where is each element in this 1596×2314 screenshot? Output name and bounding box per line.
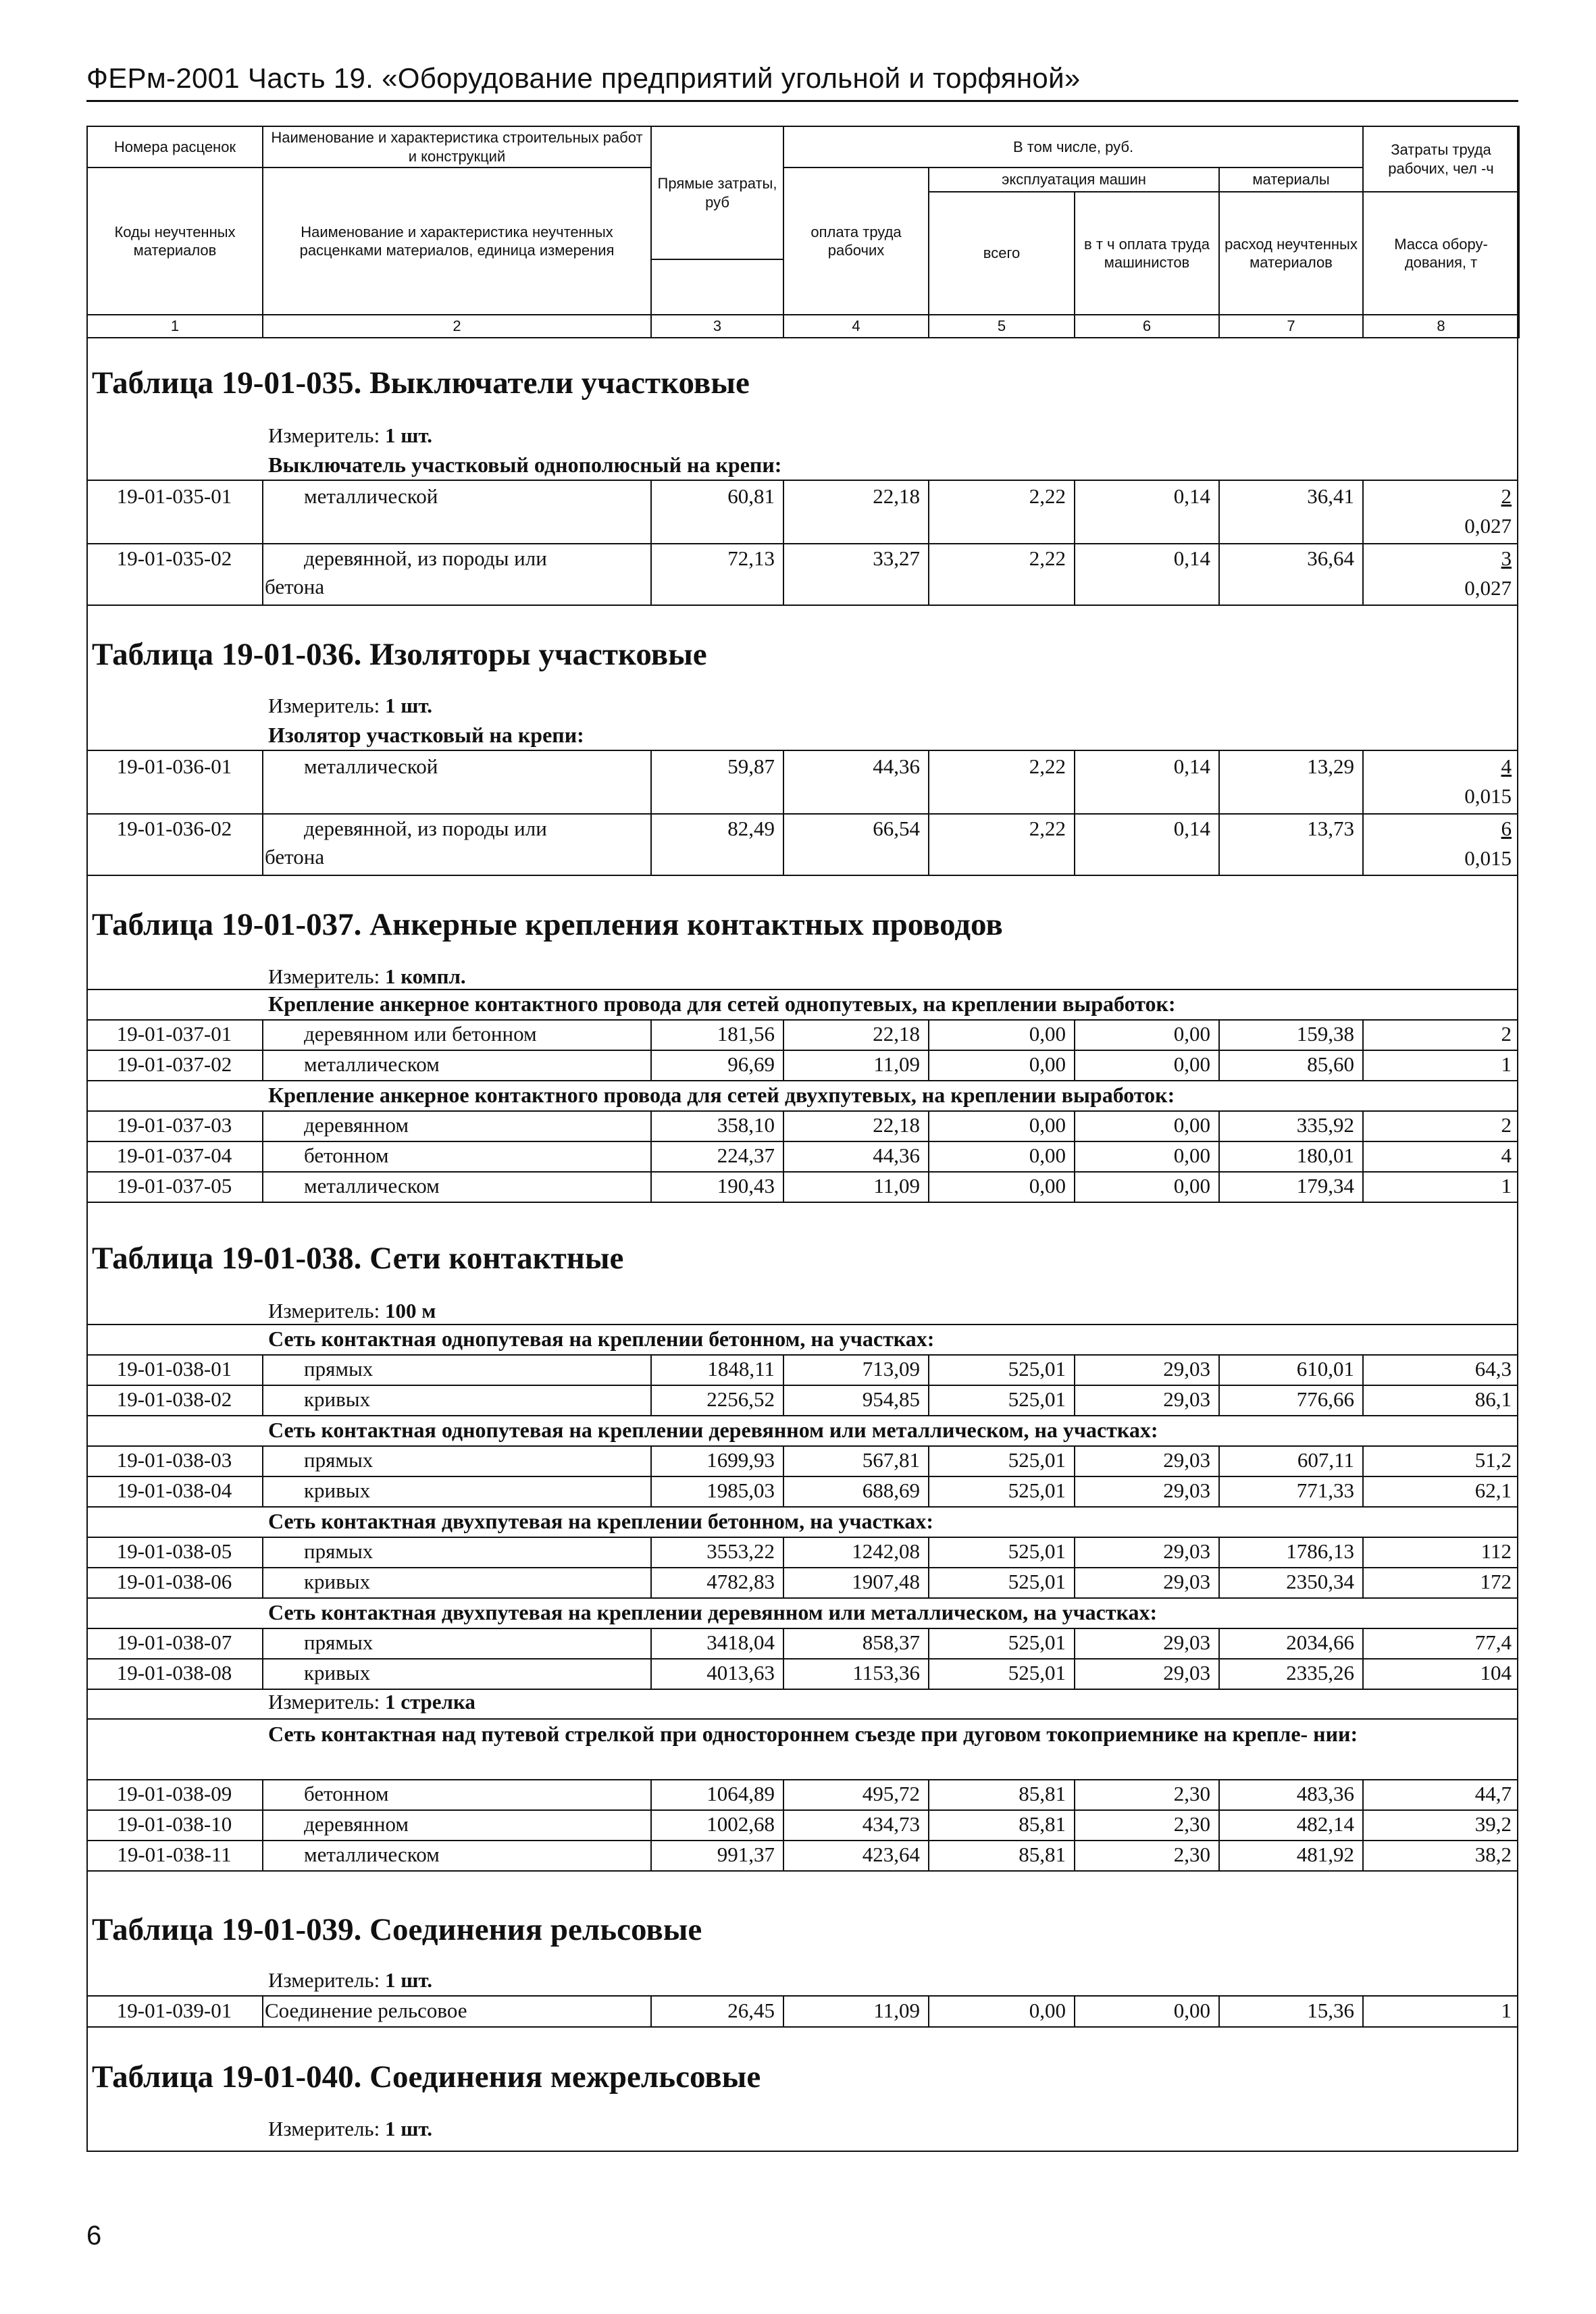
row-name: металлическом [304, 1174, 440, 1198]
row-machinist-pay: 29,03 [1163, 1630, 1210, 1654]
row-name: металлическом [304, 1052, 440, 1076]
row-machinist-pay: 29,03 [1163, 1539, 1210, 1563]
col-num-7: 7 [1219, 315, 1363, 338]
row-direct: 26,45 [727, 1999, 775, 2022]
row-machines-total: 0,00 [1029, 1999, 1066, 2022]
col-total: всего [929, 192, 1075, 315]
row-labor-hours: 64,3 [1474, 1357, 1512, 1381]
row-labor-hours: 4 [1501, 1143, 1512, 1167]
row-machinist-pay: 0,14 [1173, 817, 1210, 840]
row-mass: 0,027 [1464, 514, 1512, 538]
row-code: 19-01-038-11 [117, 1843, 232, 1866]
row-direct: 1064,89 [706, 1782, 775, 1805]
row-code: 19-01-038-07 [116, 1630, 232, 1654]
row-labor-pay: 11,09 [873, 1999, 920, 2022]
row-machines-total: 0,00 [1029, 1113, 1066, 1137]
table-title-037: Таблица 19-01-037. Анкерные крепления контактных проводов [92, 907, 1003, 942]
row-name: прямых [304, 1357, 374, 1381]
header-rule [86, 100, 1518, 102]
row-materials: 2350,34 [1286, 1570, 1354, 1593]
row-materials: 482,14 [1296, 1812, 1354, 1836]
row-materials: 159,38 [1296, 1022, 1354, 1046]
row-direct: 2256,52 [706, 1387, 775, 1411]
row-machinist-pay: 29,03 [1163, 1661, 1210, 1685]
col-machines: эксплуатация машин [929, 168, 1219, 192]
row-direct: 3418,04 [706, 1630, 775, 1654]
running-header: ФЕРм-2001 Часть 19. «Оборудование предприятий угольной и торфяной» [86, 62, 1081, 94]
col-num-2: 2 [263, 315, 651, 338]
row-labor-pay: 1242,08 [852, 1539, 920, 1563]
row-code: 19-01-038-04 [116, 1479, 232, 1502]
col-code-bottom: Коды неучтенных материалов [87, 168, 263, 315]
row-direct: 72,13 [727, 546, 775, 570]
row-labor-pay: 495,72 [862, 1782, 920, 1805]
row-labor-hours: 2 [1501, 1113, 1512, 1137]
row-code: 19-01-038-05 [116, 1539, 232, 1563]
col-direct: Прямые затраты, руб [651, 126, 783, 259]
row-labor-hours: 44,7 [1474, 1782, 1512, 1805]
row-labor-hours: 51,2 [1474, 1448, 1512, 1472]
row-labor-pay: 33,27 [873, 546, 920, 570]
row-materials: 481,92 [1296, 1843, 1354, 1866]
col-direct-spacer [651, 259, 783, 315]
row-machines-total: 525,01 [1008, 1661, 1066, 1685]
row-code: 19-01-038-02 [116, 1387, 232, 1411]
col-code-top: Номера расценок [87, 126, 263, 168]
row-labor-hours: 39,2 [1474, 1812, 1512, 1836]
col-name-bottom: Наименование и характеристика неучтенных расценками материалов, единица измерения [263, 168, 651, 315]
row-name: прямых [304, 1448, 374, 1472]
table-title-035: Таблица 19-01-035. Выключатели участковые [92, 365, 750, 401]
group-038-4: Сеть контактная двухпутевая на креплении деревянном или металлическом, на участках: [268, 1600, 1158, 1624]
row-materials: 335,92 [1296, 1113, 1354, 1137]
row-machines-total: 525,01 [1008, 1539, 1066, 1563]
col-labor: Затраты труда рабочих, чел -ч [1363, 126, 1519, 192]
row-direct: 4013,63 [706, 1661, 775, 1685]
row-labor-pay: 567,81 [862, 1448, 920, 1472]
row-materials: 179,34 [1296, 1174, 1354, 1198]
row-direct: 181,56 [717, 1022, 775, 1046]
row-direct: 1848,11 [707, 1357, 775, 1381]
measure-039: Измеритель: 1 шт. [268, 1968, 433, 1992]
table-title-036: Таблица 19-01-036. Изоляторы участковые [92, 637, 707, 672]
page-number: 6 [86, 2221, 102, 2251]
row-labor-pay: 22,18 [873, 1022, 920, 1046]
row-code: 19-01-038-08 [116, 1661, 232, 1685]
row-labor-hours: 104 [1480, 1661, 1512, 1685]
row-direct: 190,43 [717, 1174, 775, 1198]
row-materials: 483,36 [1296, 1782, 1354, 1805]
row-machinist-pay: 0,14 [1173, 484, 1210, 508]
row-code: 19-01-037-05 [116, 1174, 232, 1198]
col-num-6: 6 [1075, 315, 1219, 338]
row-labor-hours: 77,4 [1474, 1630, 1512, 1654]
row-machinist-pay: 0,00 [1173, 1174, 1210, 1198]
group-038-2: Сеть контактная однопутевая на креплении деревянном или металлическом, на участках: [268, 1418, 1158, 1442]
row-machines-total: 525,01 [1008, 1570, 1066, 1593]
row-materials: 610,01 [1296, 1357, 1354, 1381]
row-labor-hours: 3 [1501, 546, 1512, 570]
row-materials: 607,11 [1297, 1448, 1354, 1472]
col-materials: материалы [1219, 168, 1363, 192]
row-name: прямых [304, 1630, 374, 1654]
row-labor-pay: 44,36 [873, 754, 920, 778]
row-direct: 358,10 [717, 1113, 775, 1137]
row-machines-total: 2,22 [1029, 546, 1066, 570]
row-materials: 776,66 [1296, 1387, 1354, 1411]
row-name: прямых [304, 1539, 374, 1563]
col-incl: В том числе, руб. [783, 126, 1363, 168]
row-machines-total: 525,01 [1008, 1357, 1066, 1381]
row-materials: 2335,26 [1286, 1661, 1354, 1685]
row-machines-total: 2,22 [1029, 754, 1066, 778]
row-machinist-pay: 29,03 [1163, 1479, 1210, 1502]
row-direct: 1985,03 [706, 1479, 775, 1502]
row-name: металлической [304, 484, 438, 508]
row-machinist-pay: 2,30 [1173, 1782, 1210, 1805]
row-machinist-pay: 0,00 [1173, 1022, 1210, 1046]
table-title-039: Таблица 19-01-039. Соединения рельсовые [92, 1912, 702, 1947]
row-code: 19-01-037-04 [116, 1143, 232, 1167]
row-name: кривых [304, 1387, 371, 1411]
row-name-cont: бетона [265, 845, 325, 869]
row-labor-hours: 172 [1480, 1570, 1512, 1593]
row-machines-total: 85,81 [1019, 1843, 1066, 1866]
group-036: Изолятор участковый на крепи: [268, 723, 584, 747]
row-machinist-pay: 0,14 [1173, 546, 1210, 570]
group-037-2: Крепление анкерное контактного провода для сетей двухпутевых, на креплении выработок: [268, 1083, 1175, 1107]
row-labor-pay: 1153,36 [852, 1661, 920, 1685]
row-machinist-pay: 29,03 [1163, 1570, 1210, 1593]
row-name: деревянной, из породы или [304, 817, 547, 840]
row-name: деревянном [304, 1113, 409, 1137]
row-code: 19-01-038-06 [116, 1570, 232, 1593]
row-code: 19-01-037-03 [116, 1113, 232, 1137]
row-direct: 224,37 [717, 1143, 775, 1167]
row-machines-total: 525,01 [1008, 1448, 1066, 1472]
row-labor-pay: 11,09 [873, 1174, 920, 1198]
row-machines-total: 0,00 [1029, 1174, 1066, 1198]
col-num-1: 1 [87, 315, 263, 338]
row-direct: 1002,68 [706, 1812, 775, 1836]
row-machines-total: 0,00 [1029, 1052, 1066, 1076]
row-direct: 82,49 [727, 817, 775, 840]
row-machinist-pay: 29,03 [1163, 1357, 1210, 1381]
row-direct: 3553,22 [706, 1539, 775, 1563]
row-materials: 1786,13 [1286, 1539, 1354, 1563]
row-machinist-pay: 2,30 [1173, 1812, 1210, 1836]
row-name: Соединение рельсовое [265, 1999, 467, 2022]
row-code: 19-01-038-10 [116, 1812, 232, 1836]
row-labor-pay: 22,18 [873, 1113, 920, 1137]
row-labor-pay: 44,36 [873, 1143, 920, 1167]
row-code: 19-01-039-01 [116, 1999, 232, 2022]
measure-040: Измеритель: 1 шт. [268, 2117, 433, 2140]
row-materials: 771,33 [1296, 1479, 1354, 1502]
row-direct: 1699,93 [706, 1448, 775, 1472]
col-num-4: 4 [783, 315, 929, 338]
row-code: 19-01-035-01 [116, 484, 232, 508]
row-code: 19-01-038-09 [116, 1782, 232, 1805]
row-labor-hours: 4 [1501, 754, 1512, 778]
row-materials: 36,41 [1307, 484, 1354, 508]
row-name: бетонном [304, 1782, 389, 1805]
row-machines-total: 525,01 [1008, 1387, 1066, 1411]
row-code: 19-01-037-02 [116, 1052, 232, 1076]
row-direct: 991,37 [717, 1843, 775, 1866]
row-code: 19-01-036-02 [116, 817, 232, 840]
col-num-3: 3 [651, 315, 783, 338]
row-machinist-pay: 0,00 [1173, 1052, 1210, 1076]
row-labor-pay: 954,85 [862, 1387, 920, 1411]
row-machines-total: 2,22 [1029, 817, 1066, 840]
row-name-cont: бетона [265, 575, 325, 598]
row-labor-hours: 86,1 [1474, 1387, 1512, 1411]
row-labor-hours: 112 [1481, 1539, 1512, 1563]
measure-038: Измеритель: 100 м [268, 1299, 436, 1322]
row-labor-hours: 1 [1501, 1999, 1512, 2022]
row-labor-hours: 62,1 [1474, 1479, 1512, 1502]
row-code: 19-01-037-01 [116, 1022, 232, 1046]
row-name: кривых [304, 1570, 371, 1593]
group-038-3: Сеть контактная двухпутевая на креплении бетонном, на участках: [268, 1509, 934, 1533]
row-materials: 180,01 [1296, 1143, 1354, 1167]
row-code: 19-01-038-03 [116, 1448, 232, 1472]
table-title-040: Таблица 19-01-040. Соединения межрельсовые [92, 2059, 761, 2094]
row-labor-hours: 2 [1501, 484, 1512, 508]
measure-035: Измеритель: 1 шт. [268, 423, 433, 447]
row-materials: 36,64 [1307, 546, 1354, 570]
row-direct: 96,69 [727, 1052, 775, 1076]
row-machines-total: 85,81 [1019, 1782, 1066, 1805]
row-machines-total: 2,22 [1029, 484, 1066, 508]
table-title-038: Таблица 19-01-038. Сети контактные [92, 1241, 624, 1276]
row-materials: 85,60 [1307, 1052, 1354, 1076]
row-name: бетонном [304, 1143, 389, 1167]
row-labor-pay: 423,64 [862, 1843, 920, 1866]
row-materials: 2034,66 [1286, 1630, 1354, 1654]
row-machines-total: 85,81 [1019, 1812, 1066, 1836]
row-name: кривых [304, 1661, 371, 1685]
measure-037: Измеритель: 1 компл. [268, 965, 466, 988]
measure-036: Измеритель: 1 шт. [268, 694, 433, 717]
row-machinist-pay: 29,03 [1163, 1448, 1210, 1472]
row-direct: 59,87 [727, 754, 775, 778]
row-machinist-pay: 29,03 [1163, 1387, 1210, 1411]
row-machines-total: 0,00 [1029, 1143, 1066, 1167]
row-machines-total: 525,01 [1008, 1479, 1066, 1502]
measure-038-2: Измеритель: 1 стрелка [268, 1690, 475, 1714]
row-materials: 13,73 [1307, 817, 1354, 840]
row-name: деревянном или бетонном [304, 1022, 537, 1046]
row-code: 19-01-035-02 [116, 546, 232, 570]
row-labor-pay: 1907,48 [852, 1570, 920, 1593]
row-machinist-pay: 0,00 [1173, 1143, 1210, 1167]
col-num-5: 5 [929, 315, 1075, 338]
row-labor-pay: 22,18 [873, 484, 920, 508]
row-direct: 4782,83 [706, 1570, 775, 1593]
row-labor-pay: 858,37 [862, 1630, 920, 1654]
row-mass: 0,015 [1464, 784, 1512, 808]
row-labor-pay: 66,54 [873, 817, 920, 840]
row-name: металлическом [304, 1843, 440, 1866]
row-direct: 60,81 [727, 484, 775, 508]
row-code: 19-01-036-01 [116, 754, 232, 778]
row-machinist-pay: 2,30 [1173, 1843, 1210, 1866]
col-labor-pay: оплата труда рабочих [783, 168, 929, 315]
row-machinist-pay: 0,00 [1173, 1999, 1210, 2022]
row-labor-hours: 6 [1501, 817, 1512, 840]
row-name: кривых [304, 1479, 371, 1502]
group-035: Выключатель участковый однополюсный на крепи: [268, 453, 782, 477]
col-mat-use: расход неучтенных материалов [1219, 192, 1363, 315]
row-code: 19-01-038-01 [116, 1357, 232, 1381]
row-name: металлической [304, 754, 438, 778]
row-labor-hours: 1 [1501, 1052, 1512, 1076]
row-machinist-pay: 0,14 [1173, 754, 1210, 778]
row-labor-hours: 38,2 [1474, 1843, 1512, 1866]
row-materials: 13,29 [1307, 754, 1354, 778]
row-labor-hours: 1 [1501, 1174, 1512, 1198]
group-037-1: Крепление анкерное контактного провода для сетей однопутевых, на креплении выработок: [268, 992, 1176, 1016]
row-mass: 0,027 [1464, 576, 1512, 600]
col-mass: Масса обору- дования, т [1363, 192, 1519, 315]
row-name: деревянной, из породы или [304, 546, 547, 570]
group-038-1: Сеть контактная однопутевая на креплении бетонном, на участках: [268, 1327, 935, 1351]
row-machines-total: 525,01 [1008, 1630, 1066, 1654]
row-mass: 0,015 [1464, 846, 1512, 870]
row-machinist-pay: 0,00 [1173, 1113, 1210, 1137]
col-incl-pay: в т ч оплата труда машинистов [1075, 192, 1219, 315]
row-machines-total: 0,00 [1029, 1022, 1066, 1046]
col-num-8: 8 [1363, 315, 1519, 338]
row-name: деревянном [304, 1812, 409, 1836]
row-labor-pay: 434,73 [862, 1812, 920, 1836]
row-materials: 15,36 [1307, 1999, 1354, 2022]
row-labor-hours: 2 [1501, 1022, 1512, 1046]
row-labor-pay: 11,09 [873, 1052, 920, 1076]
group-038-5: Сеть контактная над путевой стрелкой при одностороннем съезде при дуговом токоприемнике на крепле- нии: [268, 1722, 1358, 1746]
row-labor-pay: 713,09 [862, 1357, 920, 1381]
col-name-top: Наименование и характеристика строительных работ и конструкций [263, 126, 651, 168]
column-header-table [86, 126, 1520, 338]
row-labor-pay: 688,69 [862, 1479, 920, 1502]
